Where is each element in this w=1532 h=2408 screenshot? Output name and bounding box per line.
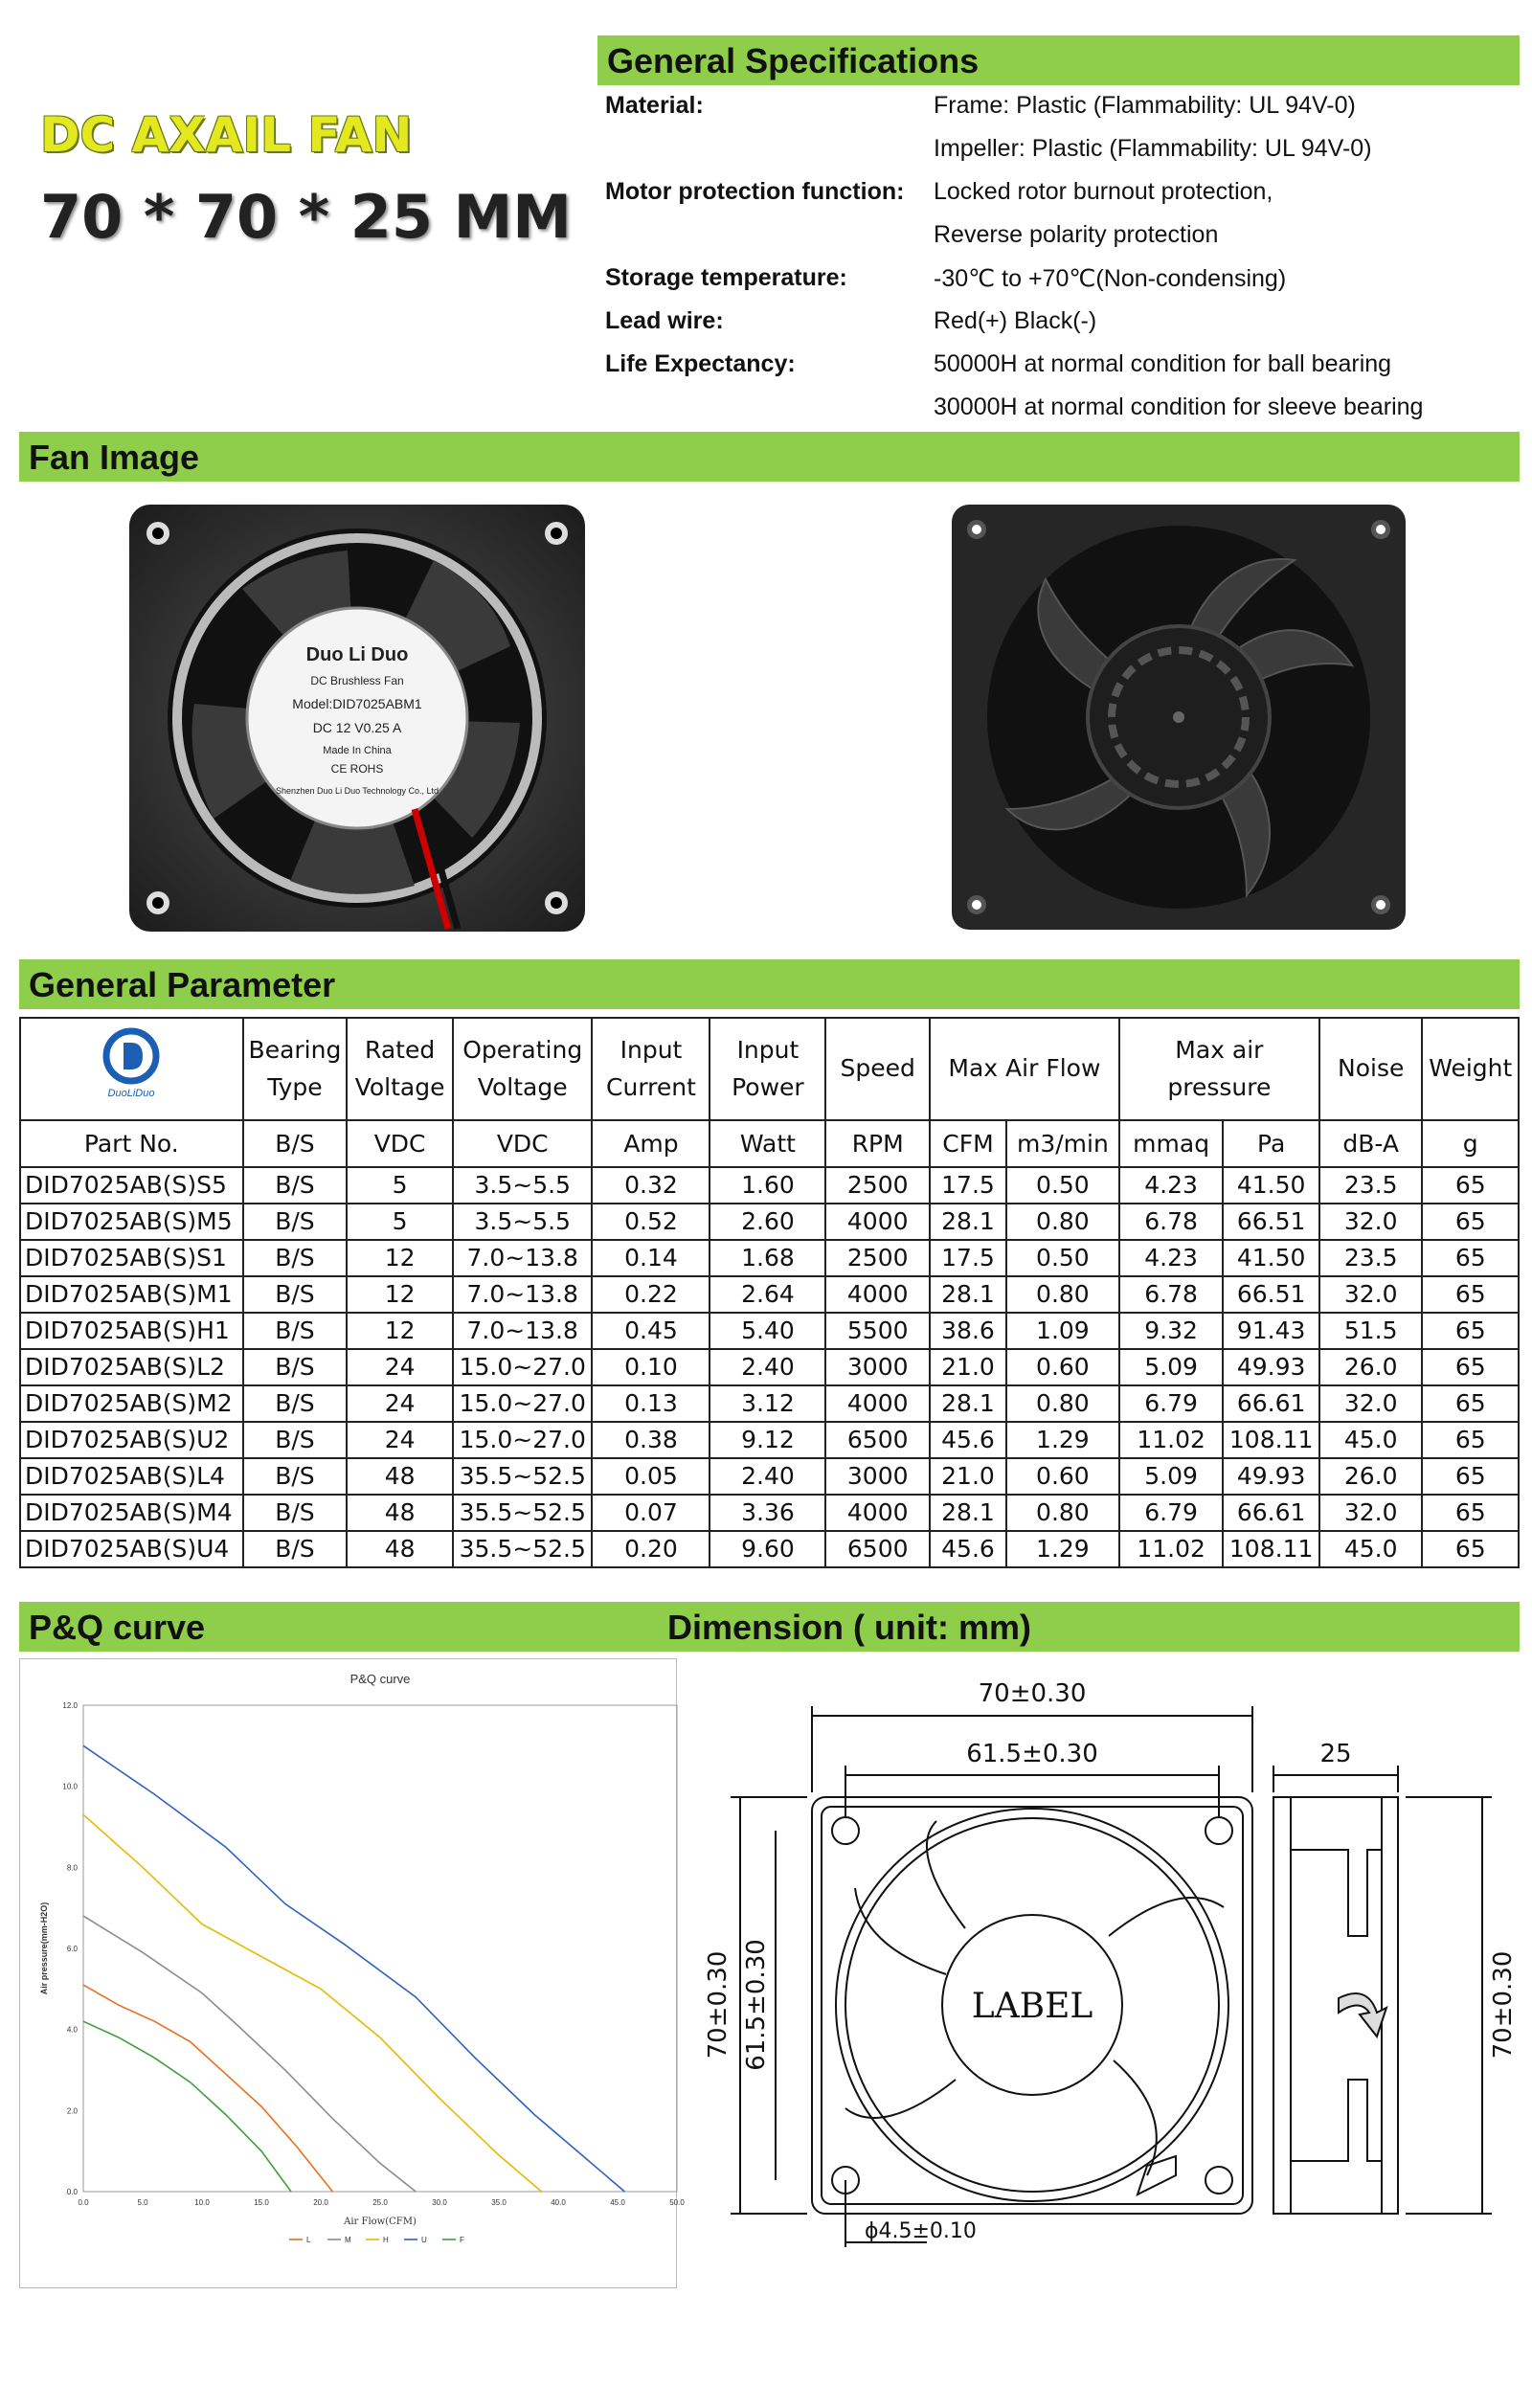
spec-label: Storage temperature: — [605, 264, 847, 291]
table-cell: 35.5~52.5 — [453, 1531, 593, 1567]
table-cell: 23.5 — [1319, 1240, 1423, 1276]
x-tick-label: 30.0 — [432, 2198, 447, 2207]
dim-height-hole: 61.5±0.30 — [742, 1939, 771, 2071]
spec-value: Locked rotor burnout protection, — [934, 178, 1273, 205]
table-cell: 66.61 — [1223, 1385, 1318, 1422]
th-speed: Speed — [825, 1018, 930, 1120]
table-cell: 0.07 — [592, 1495, 710, 1531]
table-cell: 28.1 — [930, 1204, 1006, 1240]
table-cell: 3.36 — [710, 1495, 825, 1531]
table-cell: 4000 — [825, 1276, 930, 1313]
table-cell: 7.0~13.8 — [453, 1240, 593, 1276]
table-cell: 1.29 — [1006, 1531, 1119, 1567]
table-cell: 0.80 — [1006, 1385, 1119, 1422]
table-cell: B/S — [243, 1495, 348, 1531]
part-number-cell: DID7025AB(S)M1 — [20, 1276, 243, 1313]
table-row — [20, 1531, 1519, 1567]
table-cell: 2.64 — [710, 1276, 825, 1313]
table-cell: 66.51 — [1223, 1204, 1318, 1240]
unit-cell: VDC — [453, 1120, 593, 1167]
table-cell: 28.1 — [930, 1495, 1006, 1531]
table-cell: 28.1 — [930, 1276, 1006, 1313]
fan-image-header — [19, 432, 1520, 482]
table-cell: 4000 — [825, 1204, 930, 1240]
unit-cell: Amp — [592, 1120, 710, 1167]
table-row — [20, 1276, 1519, 1313]
legend-label-U: U — [421, 2236, 427, 2244]
table-cell: 0.22 — [592, 1276, 710, 1313]
dimension-drawing — [678, 1658, 1521, 2271]
part-number-cell: DID7025AB(S)L2 — [20, 1349, 243, 1385]
general-specs-heading: General Specifications — [607, 41, 980, 80]
table-cell: 0.38 — [592, 1422, 710, 1458]
unit-cell: VDC — [347, 1120, 453, 1167]
table-unit-row — [20, 1120, 1519, 1167]
legend-label-M: M — [345, 2236, 351, 2244]
th-noise: Noise — [1319, 1018, 1423, 1120]
table-cell: 1.60 — [710, 1167, 825, 1204]
table-cell: B/S — [243, 1385, 348, 1422]
table-cell: 32.0 — [1319, 1204, 1423, 1240]
x-tick-label: 5.0 — [137, 2198, 148, 2207]
table-cell: 6500 — [825, 1422, 930, 1458]
th-rated-voltage: Rated Voltage — [347, 1018, 453, 1120]
part-number-cell: DID7025AB(S)S5 — [20, 1167, 243, 1204]
table-cell: 17.5 — [930, 1240, 1006, 1276]
series-line-H — [83, 1814, 542, 2192]
y-tick-label: 0.0 — [66, 2188, 78, 2196]
table-cell: 2.40 — [710, 1458, 825, 1495]
table-cell: 6.79 — [1119, 1385, 1224, 1422]
table-cell: 48 — [347, 1458, 453, 1495]
table-cell: 0.80 — [1006, 1276, 1119, 1313]
dim-height-outer-left: 70±0.30 — [704, 1950, 732, 2059]
series-line-M — [83, 1916, 416, 2192]
unit-cell: CFM — [930, 1120, 1006, 1167]
series-line-U — [83, 1745, 624, 2192]
unit-cell: RPM — [825, 1120, 930, 1167]
table-cell: 3.5~5.5 — [453, 1204, 593, 1240]
table-cell: 9.12 — [710, 1422, 825, 1458]
x-tick-label: 25.0 — [372, 2198, 388, 2207]
table-cell: 66.51 — [1223, 1276, 1318, 1313]
table-cell: 4.23 — [1119, 1240, 1224, 1276]
table-cell: 4.23 — [1119, 1167, 1224, 1204]
table-cell: 0.50 — [1006, 1167, 1119, 1204]
legend-label-F: F — [460, 2236, 464, 2244]
spec-value: 50000H at normal condition for ball bearing — [934, 350, 1392, 377]
x-tick-label: 40.0 — [551, 2198, 566, 2207]
fan-label-sub: DC Brushless Fan — [310, 674, 404, 687]
table-cell: 9.32 — [1119, 1313, 1224, 1349]
table-cell: 45.0 — [1319, 1422, 1423, 1458]
fan-photo-front — [127, 503, 587, 934]
unit-cell: dB-A — [1319, 1120, 1423, 1167]
spec-value: Red(+) Black(-) — [934, 307, 1097, 334]
table-cell: B/S — [243, 1458, 348, 1495]
dimension-heading: Dimension ( unit: mm) — [667, 1608, 1031, 1647]
table-row — [20, 1349, 1519, 1385]
table-cell: 0.14 — [592, 1240, 710, 1276]
y-tick-label: 2.0 — [66, 2106, 78, 2116]
table-row — [20, 1167, 1519, 1204]
part-number-cell: DID7025AB(S)S1 — [20, 1240, 243, 1276]
table-cell: B/S — [243, 1422, 348, 1458]
table-cell: 5500 — [825, 1313, 930, 1349]
product-title: DC AXAIL FAN — [40, 107, 413, 163]
series-line-L — [83, 1985, 332, 2192]
table-cell: 1.68 — [710, 1240, 825, 1276]
table-cell: 41.50 — [1223, 1240, 1318, 1276]
rotation-arrow-icon — [1339, 1993, 1386, 2037]
table-cell: 7.0~13.8 — [453, 1276, 593, 1313]
x-tick-label: 45.0 — [610, 2198, 625, 2207]
table-cell: 65 — [1422, 1349, 1519, 1385]
table-cell: 12 — [347, 1313, 453, 1349]
table-cell: 5 — [347, 1204, 453, 1240]
plot-area — [83, 1705, 677, 2192]
spec-value: Reverse polarity protection — [934, 221, 1219, 248]
table-cell: 35.5~52.5 — [453, 1495, 593, 1531]
table-cell: 2500 — [825, 1167, 930, 1204]
legend-label-H: H — [383, 2236, 389, 2244]
table-cell: 0.60 — [1006, 1349, 1119, 1385]
y-tick-label: 8.0 — [66, 1863, 78, 1873]
table-cell: 48 — [347, 1495, 453, 1531]
table-cell: 32.0 — [1319, 1495, 1423, 1531]
x-tick-label: 50.0 — [669, 2198, 685, 2207]
table-cell: 0.80 — [1006, 1204, 1119, 1240]
table-cell: 0.32 — [592, 1167, 710, 1204]
th-operating-voltage: Operating Voltage — [453, 1018, 593, 1120]
table-cell: 2.40 — [710, 1349, 825, 1385]
table-cell: 3000 — [825, 1458, 930, 1495]
general-parameter-heading: General Parameter — [29, 965, 336, 1004]
table-cell: B/S — [243, 1349, 348, 1385]
table-cell: 0.50 — [1006, 1240, 1119, 1276]
table-cell: 65 — [1422, 1313, 1519, 1349]
table-cell: 26.0 — [1319, 1458, 1423, 1495]
table-cell: 65 — [1422, 1458, 1519, 1495]
general-parameter-header — [19, 959, 1520, 1009]
table-cell: 41.50 — [1223, 1167, 1318, 1204]
table-cell: 23.5 — [1319, 1167, 1423, 1204]
th-input-current: Input Current — [592, 1018, 710, 1120]
chart-title: P&Q curve — [349, 1672, 411, 1686]
table-cell: 28.1 — [930, 1385, 1006, 1422]
dim-label-text: LABEL — [971, 1987, 1093, 2026]
unit-cell: g — [1422, 1120, 1519, 1167]
unit-cell: Pa — [1223, 1120, 1318, 1167]
th-max-air-pressure: Max air pressure — [1119, 1018, 1319, 1120]
y-tick-label: 4.0 — [66, 2025, 78, 2035]
fan-image-heading: Fan Image — [29, 438, 200, 477]
table-row — [20, 1458, 1519, 1495]
table-cell: 21.0 — [930, 1349, 1006, 1385]
table-header-row — [20, 1018, 1519, 1120]
fan-label-rating: DC 12 V0.25 A — [312, 720, 402, 735]
table-cell: 65 — [1422, 1531, 1519, 1567]
table-cell: 9.60 — [710, 1531, 825, 1567]
table-cell: 7.0~13.8 — [453, 1313, 593, 1349]
spec-label: Motor protection function: — [605, 178, 905, 205]
table-cell: 0.13 — [592, 1385, 710, 1422]
duoliduo-logo-icon — [83, 1025, 179, 1102]
table-cell: 3000 — [825, 1349, 930, 1385]
table-cell: 12 — [347, 1240, 453, 1276]
fan-label-maker: Shenzhen Duo Li Duo Technology Co., Ltd — [276, 786, 439, 796]
th-max-air-flow: Max Air Flow — [930, 1018, 1119, 1120]
y-tick-label: 10.0 — [62, 1782, 78, 1791]
dim-width-hole: 61.5±0.30 — [966, 1740, 1098, 1768]
table-cell: 48 — [347, 1531, 453, 1567]
table-cell: 35.5~52.5 — [453, 1458, 593, 1495]
table-cell: 65 — [1422, 1495, 1519, 1531]
table-cell: 15.0~27.0 — [453, 1422, 593, 1458]
pq-curve-chart — [20, 1659, 685, 2287]
unit-cell: mmaq — [1119, 1120, 1224, 1167]
table-cell: 24 — [347, 1422, 453, 1458]
table-cell: 108.11 — [1223, 1422, 1318, 1458]
dim-height-outer-right: 70±0.30 — [1489, 1950, 1518, 2059]
table-cell: 15.0~27.0 — [453, 1385, 593, 1422]
table-body — [20, 1167, 1519, 1567]
unit-cell: m3/min — [1006, 1120, 1119, 1167]
part-number-cell: DID7025AB(S)U2 — [20, 1422, 243, 1458]
table-cell: B/S — [243, 1313, 348, 1349]
spec-value: 30000H at normal condition for sleeve bearing — [934, 394, 1424, 420]
th-bearing-type: Bearing Type — [243, 1018, 348, 1120]
y-axis-label: Air pressure(mm-H2O) — [39, 1902, 49, 1995]
part-number-cell: DID7025AB(S)M2 — [20, 1385, 243, 1422]
pq-curve-panel — [19, 1658, 685, 2288]
table-cell: B/S — [243, 1531, 348, 1567]
table-cell: 17.5 — [930, 1167, 1006, 1204]
fan-photo-rear — [950, 503, 1408, 932]
table-cell: 0.10 — [592, 1349, 710, 1385]
pq-curve-heading: P&Q curve — [29, 1608, 206, 1647]
part-number-cell: DID7025AB(S)U4 — [20, 1531, 243, 1567]
unit-cell: Watt — [710, 1120, 825, 1167]
dim-width-outer: 70±0.30 — [978, 1679, 1087, 1708]
table-cell: 38.6 — [930, 1313, 1006, 1349]
table-cell: 4000 — [825, 1385, 930, 1422]
table-cell: 5.40 — [710, 1313, 825, 1349]
table-cell: 0.52 — [592, 1204, 710, 1240]
table-cell: 65 — [1422, 1276, 1519, 1313]
table-cell: 0.60 — [1006, 1458, 1119, 1495]
x-tick-label: 35.0 — [491, 2198, 507, 2207]
table-cell: 0.05 — [592, 1458, 710, 1495]
table-cell: 4000 — [825, 1495, 930, 1531]
table-cell: 65 — [1422, 1204, 1519, 1240]
fan-label-model: Model:DID7025ABM1 — [292, 696, 422, 711]
x-tick-label: 10.0 — [194, 2198, 210, 2207]
table-cell: 1.29 — [1006, 1422, 1119, 1458]
table-cell: 3.5~5.5 — [453, 1167, 593, 1204]
fan-label-brand: Duo Li Duo — [305, 644, 409, 665]
table-cell: 65 — [1422, 1385, 1519, 1422]
th-input-power: Input Power — [710, 1018, 825, 1120]
table-cell: 49.93 — [1223, 1349, 1318, 1385]
table-cell: 24 — [347, 1385, 453, 1422]
table-cell: 0.45 — [592, 1313, 710, 1349]
table-cell: 6.78 — [1119, 1204, 1224, 1240]
th-weight: Weight — [1422, 1018, 1519, 1120]
table-cell: 108.11 — [1223, 1531, 1318, 1567]
table-cell: 6.79 — [1119, 1495, 1224, 1531]
dim-hole-diameter: ϕ4.5±0.10 — [865, 2219, 977, 2243]
table-cell: 2.60 — [710, 1204, 825, 1240]
product-size: 70 * 70 * 25 MM — [40, 182, 573, 252]
table-row — [20, 1313, 1519, 1349]
dim-depth: 25 — [1319, 1740, 1352, 1768]
table-cell: 1.09 — [1006, 1313, 1119, 1349]
table-cell: 5.09 — [1119, 1349, 1224, 1385]
spec-value: Frame: Plastic (Flammability: UL 94V-0) — [934, 92, 1356, 119]
table-cell: 11.02 — [1119, 1422, 1224, 1458]
table-cell: 32.0 — [1319, 1385, 1423, 1422]
spec-value: -30℃ to +70℃(Non-condensing) — [934, 265, 1287, 292]
table-cell: 49.93 — [1223, 1458, 1318, 1495]
table-cell: 6500 — [825, 1531, 930, 1567]
spec-label: Lead wire: — [605, 307, 724, 334]
x-axis-label: Air Flow(CFM) — [344, 2217, 417, 2227]
table-cell: 26.0 — [1319, 1349, 1423, 1385]
table-cell: B/S — [243, 1240, 348, 1276]
table-cell: 5 — [347, 1167, 453, 1204]
table-cell: B/S — [243, 1204, 348, 1240]
table-cell: B/S — [243, 1276, 348, 1313]
part-number-cell: DID7025AB(S)H1 — [20, 1313, 243, 1349]
table-row — [20, 1204, 1519, 1240]
table-cell: 51.5 — [1319, 1313, 1423, 1349]
table-row — [20, 1385, 1519, 1422]
table-cell: 24 — [347, 1349, 453, 1385]
legend-label-L: L — [306, 2236, 311, 2244]
table-cell: 3.12 — [710, 1385, 825, 1422]
y-tick-label: 6.0 — [66, 1945, 78, 1953]
table-cell: 65 — [1422, 1422, 1519, 1458]
parameter-table — [19, 1017, 1520, 1568]
table-cell: B/S — [243, 1167, 348, 1204]
table-cell: 65 — [1422, 1167, 1519, 1204]
brand-logo-cell — [20, 1018, 243, 1120]
table-cell: 32.0 — [1319, 1276, 1423, 1313]
table-cell: 65 — [1422, 1240, 1519, 1276]
logo-text: DuoLiDuo — [107, 1087, 155, 1099]
table-row — [20, 1495, 1519, 1531]
spec-label: Life Expectancy: — [605, 350, 796, 377]
table-row — [20, 1240, 1519, 1276]
table-cell: 66.61 — [1223, 1495, 1318, 1531]
spec-label: Material: — [605, 92, 704, 119]
part-number-cell: DID7025AB(S)M5 — [20, 1204, 243, 1240]
table-cell: 45.6 — [930, 1531, 1006, 1567]
table-cell: 6.78 — [1119, 1276, 1224, 1313]
table-row — [20, 1422, 1519, 1458]
unit-cell: Part No. — [20, 1120, 243, 1167]
fan-label-made: Made In China — [323, 745, 392, 756]
table-cell: 12 — [347, 1276, 453, 1313]
pq-dimension-header — [19, 1602, 1520, 1652]
y-tick-label: 12.0 — [62, 1701, 78, 1710]
general-specs-header — [597, 35, 1520, 85]
table-cell: 11.02 — [1119, 1531, 1224, 1567]
x-tick-label: 0.0 — [78, 2198, 89, 2207]
table-cell: 45.0 — [1319, 1531, 1423, 1567]
spec-value: Impeller: Plastic (Flammability: UL 94V-0) — [934, 135, 1372, 162]
table-cell: 91.43 — [1223, 1313, 1318, 1349]
table-cell: 5.09 — [1119, 1458, 1224, 1495]
x-tick-label: 15.0 — [254, 2198, 269, 2207]
fan-label-cert: CE ROHS — [330, 762, 384, 776]
table-cell: 0.20 — [592, 1531, 710, 1567]
part-number-cell: DID7025AB(S)L4 — [20, 1458, 243, 1495]
part-number-cell: DID7025AB(S)M4 — [20, 1495, 243, 1531]
table-cell: 21.0 — [930, 1458, 1006, 1495]
table-cell: 45.6 — [930, 1422, 1006, 1458]
table-cell: 15.0~27.0 — [453, 1349, 593, 1385]
x-tick-label: 20.0 — [313, 2198, 328, 2207]
table-cell: 0.80 — [1006, 1495, 1119, 1531]
table-cell: 2500 — [825, 1240, 930, 1276]
unit-cell: B/S — [243, 1120, 348, 1167]
